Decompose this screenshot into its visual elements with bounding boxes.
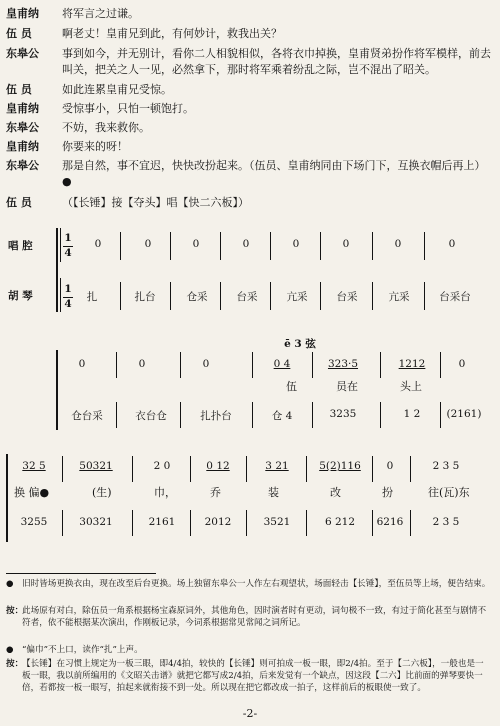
system-bracket [6, 454, 8, 542]
barline [440, 402, 441, 428]
barline [246, 510, 247, 536]
barline [180, 402, 181, 428]
barline [372, 232, 373, 260]
barline [170, 232, 171, 260]
huqin-note: 扎 [86, 291, 98, 303]
dialogue-text: 啊老丈！皇甫兄到此，有何妙计，救我出关？ [62, 27, 282, 40]
huqin-note: 6216 [376, 516, 404, 528]
huqin-note: 3255 [20, 516, 48, 528]
lyric: 往(瓦)东 [428, 486, 470, 499]
vocal-note: 50321 [79, 460, 113, 472]
lyric: 巾， [154, 486, 176, 499]
barline [120, 232, 121, 260]
lyric: 乔 [210, 486, 221, 499]
barline [252, 402, 253, 428]
time-signature-top: 1 [64, 232, 72, 244]
footnote-marker: ● [6, 579, 14, 589]
dialogue-text: 事到如今，并无别计，看你二人相貌相似，各将衣巾掉换，皇甫贤弟扮作将军模样，前去叫关，把关之人一见，必然拿下，那时将军乘着纷乱之际，岂不混出了昭关。 [62, 47, 491, 76]
barline [62, 510, 63, 536]
dialogue-text: 那是自然，事不宜迟，快快改扮起来。（伍员、皇甫纳同由下场门下，互换衣帽后再上）● [62, 159, 486, 188]
footnote-text: “偏巾”不上口，读作“扎”上声。 [22, 645, 143, 655]
barline [320, 232, 321, 260]
footnote-text: 此场原有对白，除伍员一角系根据杨宝森原词外，其他角色，因时演者时有更动，词句极不一致，有过于简化甚至与剧情不符者，依不能根据某次演出，作刚板记录，今词系根据常见常闻之词所记。 [22, 606, 487, 628]
dialogue-text: 你要来的呀！ [62, 140, 128, 153]
vocal-note: 2 0 [153, 460, 171, 472]
barline [312, 352, 313, 378]
vocal-note: 0 [94, 238, 102, 250]
lyric: 改 [330, 486, 341, 499]
vocal-note: 0 [292, 238, 300, 250]
lyric: (生) [92, 486, 112, 499]
barline [220, 282, 221, 310]
speaker-name: 皇甫纳 [6, 7, 39, 20]
barline [270, 282, 271, 310]
barline [170, 282, 171, 310]
staff-bar [60, 278, 61, 312]
vocal-note: 1212 [398, 358, 426, 370]
huqin-note: 台采 [336, 291, 358, 303]
time-signature-bottom: 4 [64, 298, 72, 310]
dialogue-text: 如此连累皇甫兄受惊。 [62, 83, 172, 96]
speaker-name: 东皋公 [6, 47, 39, 60]
huqin-note: 6 212 [324, 516, 356, 528]
speaker-name: 东皋公 [6, 159, 39, 172]
huqin-note: 仓采 [186, 291, 208, 303]
vocal-note: 2 3 5 [432, 460, 460, 472]
footnote-separator [6, 573, 156, 574]
barline [252, 352, 253, 378]
vocal-note: 0 [394, 238, 402, 250]
lyric: 头上 [400, 380, 422, 393]
barline [440, 352, 441, 378]
vocal-note: 0 [192, 238, 200, 250]
lyric: 装 [268, 486, 279, 499]
huqin-note: 30321 [79, 516, 113, 528]
barline [372, 282, 373, 310]
barline [270, 232, 271, 260]
huqin-note: 2012 [204, 516, 232, 528]
vocal-note: 0 [242, 238, 250, 250]
barline [306, 456, 307, 482]
vocal-note: 32 5 [22, 460, 46, 472]
barline [372, 510, 373, 536]
huqin-note: 3521 [263, 516, 291, 528]
huqin-note: 扎扑台 [200, 410, 232, 422]
time-signature-top: 1 [64, 283, 72, 295]
speaker-name: 伍 员 [6, 196, 32, 209]
lyric: 伍 [286, 380, 297, 393]
lyric: 换 偏● [14, 486, 50, 499]
vocal-note: 0 [458, 358, 466, 370]
huqin-note: 衣台仓 [135, 410, 167, 422]
staff-bar [60, 228, 61, 262]
barline [380, 352, 381, 378]
page-number: -2- [242, 707, 258, 720]
tuning-mark: ē 3 弦 [284, 338, 316, 350]
barline [116, 402, 117, 428]
barline [220, 232, 221, 260]
system-bracket [56, 350, 58, 430]
huqin-note: 台采台 [439, 291, 471, 303]
barline [320, 282, 321, 310]
huqin-note: 仓 4 [271, 410, 293, 422]
barline [424, 232, 425, 260]
lyric: 员在 [336, 380, 358, 393]
barline [180, 352, 181, 378]
vocal-note: 0 [78, 358, 86, 370]
vocal-note: 3 21 [265, 460, 289, 472]
vocal-note: 0 12 [206, 460, 230, 472]
vocal-note: 0 [144, 238, 152, 250]
vocal-note: 0 [342, 238, 350, 250]
vocal-note: 0 [386, 460, 394, 472]
dialogue-text: 将军言之过谦。 [62, 7, 139, 20]
dialogue-text: 不妨，我来救你。 [62, 121, 150, 134]
vocal-note: 0 [138, 358, 146, 370]
huqin-note: 扎台 [134, 291, 156, 303]
barline [246, 456, 247, 482]
vocal-note: 323·5 [327, 358, 359, 370]
vocal-note: 0 [202, 358, 210, 370]
huqin-note: 2161 [148, 516, 176, 528]
barline [190, 456, 191, 482]
barline [410, 456, 411, 482]
barline [410, 510, 411, 536]
footnote-marker: 按： [6, 606, 24, 616]
huqin-note: 2 3 5 [432, 516, 460, 528]
barline [190, 510, 191, 536]
barline [62, 456, 63, 482]
score-system-1 [0, 226, 500, 316]
speaker-name: 伍 员 [6, 83, 32, 96]
vocal-note: 5(2)116 [319, 460, 361, 472]
barline [312, 402, 313, 428]
footnote-text: 旧时皆场更换衣由，现在改至后台更换。场上独留东皋公一人作左右观望状，场面轻击【长锤】，至伍员等上场，便告结束。 [22, 579, 491, 589]
barline [120, 282, 121, 310]
barline [380, 402, 381, 428]
huqin-note: 台采 [236, 291, 258, 303]
barline [424, 282, 425, 310]
dialogue-text: （【长锤】接【夺头】唱【快二六板】） [62, 196, 249, 209]
barline [116, 352, 117, 378]
vocal-part-label: 唱 腔 [8, 240, 33, 252]
score-system-2 [0, 336, 500, 436]
huqin-note: (2161) [446, 408, 482, 420]
barline [372, 456, 373, 482]
system-bracket [56, 228, 58, 312]
lyric: 扮 [382, 486, 393, 499]
speaker-name: 皇甫纳 [6, 140, 39, 153]
huqin-part-label: 胡 琴 [8, 290, 33, 302]
speaker-name: 伍 员 [6, 27, 32, 40]
score-system-3 [0, 448, 500, 548]
footnote-marker: 按： [6, 659, 24, 669]
vocal-note: 0 [448, 238, 456, 250]
barline [132, 510, 133, 536]
huqin-note: 3235 [329, 408, 357, 420]
footnote-marker: ● [6, 645, 14, 655]
huqin-note: 仓台采 [71, 410, 103, 422]
huqin-note: 亢采 [388, 291, 410, 303]
speaker-name: 东皋公 [6, 121, 39, 134]
dialogue-text: 受惊事小，只怕一顿饱打。 [62, 102, 194, 115]
huqin-note: 亢采 [286, 291, 308, 303]
vocal-note: 0 4 [273, 358, 291, 370]
huqin-note: 1 2 [403, 408, 421, 420]
footnote-text: 【长锤】在习惯上规定为一板三眼，即4/4拍，较快的【长锤】则可拍成一板一眼，即2/4拍。至于【二六板】，一般也是一板一眼，我以前所编用的《文昭关击谱》就把它都写成2/4拍，后来发觉有一个缺点，因这段【二六】比前面的弹琴要快一倍，若都按一板一眼写，拍起来就衔接不到一处。所以现在把它都改成一拍子，这样前后的板眼使一致了。 [22, 659, 484, 693]
barline [306, 510, 307, 536]
speaker-name: 皇甫纳 [6, 102, 39, 115]
barline [132, 456, 133, 482]
time-signature-bottom: 4 [64, 247, 72, 259]
